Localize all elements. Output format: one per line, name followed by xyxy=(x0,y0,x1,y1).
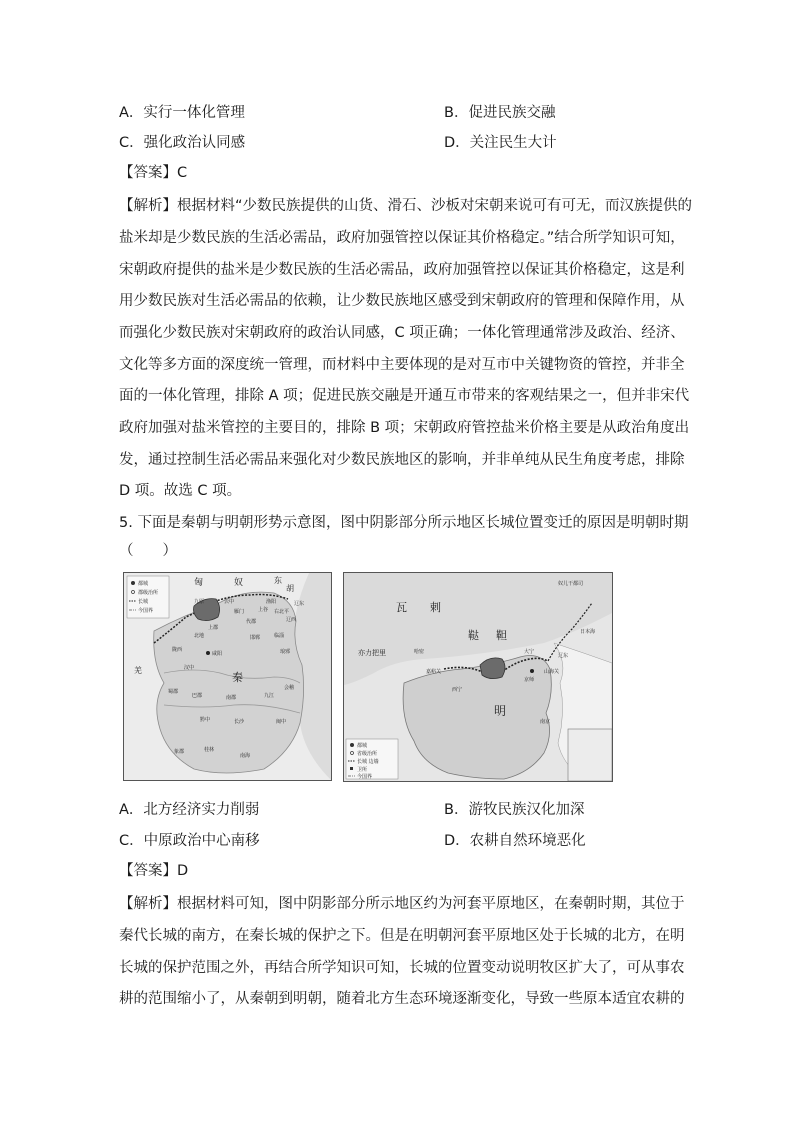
q4-analysis-line: 宋朝政府提供的盐米是少数民族的生活必需品，政府加强管控以保证其价格稳定，这是利 xyxy=(119,262,685,278)
label-yuyang: 渔阳 xyxy=(266,599,277,605)
label-yunzhong: 云中 xyxy=(224,599,235,605)
label-kuaiji: 会稽 xyxy=(284,685,295,691)
q4-analysis-line: 发，通过控制生活必需品来强化对少数民族地区的影响，并非单纯从民生角度考虑，排除 xyxy=(119,452,685,468)
q5-answer: 【答案】D xyxy=(119,863,189,879)
label-jiuyuan: 九原 xyxy=(194,599,205,605)
qin-legend-border: 今国界 xyxy=(138,608,154,614)
q4-analysis-line: 盐米却是少数民族的生活必需品，政府加强管控以保证其价格稳定。”结合所学知识可知， xyxy=(119,230,685,246)
label-nanjing: 南京 xyxy=(540,719,551,725)
label-handan: 邯郸 xyxy=(250,635,261,641)
label-yanmen: 雁门 xyxy=(234,609,245,615)
label-shujun: 蜀郡 xyxy=(168,689,179,695)
label-shanhaiguan: 山海关 xyxy=(544,669,560,675)
q4-option-a: A．实行一体化管理 xyxy=(119,105,245,121)
q4-option-d: D．关注民生大计 xyxy=(444,135,557,151)
label-liaodong: 辽东 xyxy=(294,601,305,607)
label-qin: 秦 xyxy=(232,671,243,684)
label-jiayuguan: 嘉峪关 xyxy=(426,669,442,675)
label-shanggu: 上谷 xyxy=(258,607,269,613)
ming-legend-border: 今国界 xyxy=(357,774,373,780)
q5-option-c: C．中原政治中心南移 xyxy=(119,833,260,849)
label-dong: 东 xyxy=(274,576,282,585)
label-jiujiang: 九江 xyxy=(264,693,275,699)
label-la: 剌 xyxy=(430,601,441,614)
ming-map xyxy=(343,572,613,782)
q4-answer: 【答案】C xyxy=(119,165,188,181)
ming-legend-province: 省级治所 xyxy=(357,751,378,757)
q5-stem: 5. 下面是秦朝与明朝形势示意图，图中阴影部分所示地区长城位置变迁的原因是明朝时期 xyxy=(119,515,689,531)
q5-analysis-line: 秦代长城的南方，在秦长城的保护之下。但是在明朝河套平原地区处于长城的北方，在明 xyxy=(119,928,685,944)
label-hami: 哈密 xyxy=(414,649,425,655)
label-youbeiping: 右北平 xyxy=(274,609,290,615)
q4-analysis-line: 政府加强对盐米管控的主要目的，排除 B 项；宋朝政府管控盐米价格主要是从政治角度出 xyxy=(119,420,690,436)
label-linzi: 临淄 xyxy=(274,633,285,639)
qin-map-svg xyxy=(124,573,331,780)
label-qianzhong: 黔中 xyxy=(200,717,211,723)
q5-option-d: D．农耕自然环境恶化 xyxy=(444,833,586,849)
capital-legend-icon xyxy=(350,743,354,747)
q4-analysis-line: 文化等多方面的深度统一管理，而材料中主要体现的是对互市中关键物资的管控，并非全 xyxy=(119,357,685,373)
qin-map xyxy=(123,572,332,781)
label-da: 鞑 xyxy=(468,629,479,642)
q5-option-b: B．游牧民族汉化加深 xyxy=(444,802,585,818)
ming-legend-wall: 长城 边墙 xyxy=(357,759,379,765)
label-bajun: 巴郡 xyxy=(192,693,203,699)
beijing-capital-marker xyxy=(530,669,534,673)
label-ming: 明 xyxy=(494,704,507,718)
label-yilibali: 亦力把里 xyxy=(358,649,386,657)
label-jingshi: 京师 xyxy=(524,677,535,683)
label-changsha: 长沙 xyxy=(234,719,245,725)
label-liaoxi: 辽西 xyxy=(286,617,297,623)
south-sea-inset xyxy=(568,729,612,781)
label-daning: 大宁 xyxy=(524,649,535,655)
q5-analysis-line: 【解析】根据材料可知，图中阴影部分所示地区约为河套平原地区，在秦朝时期，其位于 xyxy=(119,896,685,912)
qin-legend-wall: 长城 xyxy=(138,599,149,605)
q4-analysis-line: D 项。故选 C 项。 xyxy=(119,483,242,499)
label-hanzhong: 汉中 xyxy=(184,665,195,671)
q5-option-a: A．北方经济实力削弱 xyxy=(119,802,260,818)
q4-analysis-line: 用少数民族对生活必需品的依赖，让少数民族地区感受到宋朝政府的管理和保障作用，从 xyxy=(119,293,685,309)
label-xining: 西宁 xyxy=(452,687,463,693)
label-nuergan: 奴儿干都司 xyxy=(558,581,584,587)
label-daijun: 代郡 xyxy=(246,619,257,625)
ming-legend-capital: 都城 xyxy=(357,743,368,749)
label-hu: 胡 xyxy=(286,584,294,593)
q4-analysis-line: 【解析】根据材料“少数民族提供的山货、滑石、沙板对宋朝来说可有可无，而汉族提供的 xyxy=(119,198,693,214)
q5-analysis-line: 耕的范围缩小了，从秦朝到明朝，随着北方生态环境逐渐变化，导致一些原本适宜农耕的 xyxy=(119,991,685,1007)
label-shangjun: 上郡 xyxy=(208,625,219,631)
capital-legend-icon xyxy=(131,581,135,585)
qin-legend-prefecture: 郡级治所 xyxy=(138,590,159,596)
label-xianyang: 咸阳 xyxy=(212,651,223,657)
label-dan: 靼 xyxy=(496,629,507,642)
q4-analysis-line: 而强化少数民族对宋朝政府的政治认同感，C 项正确；一体化管理通常涉及政治、经济、 xyxy=(119,325,685,341)
label-xiangjun: 象郡 xyxy=(174,749,185,755)
q4-analysis-line: 面的一体化管理，排除 A 项；促进民族交融是开通互市带来的客观结果之一，但并非宋代 xyxy=(119,388,690,404)
label-nanhai: 南海 xyxy=(240,753,251,759)
label-guilin: 桂林 xyxy=(204,747,215,753)
q5-stem-bracket: （ ） xyxy=(119,543,177,559)
label-langya: 琅邪 xyxy=(280,649,291,655)
label-longxi: 陇西 xyxy=(172,647,183,653)
q4-option-b: B．促进民族交融 xyxy=(444,105,556,121)
ming-legend-garrison: 卫所 xyxy=(357,767,368,773)
ming-map-svg xyxy=(344,573,612,781)
label-wa: 瓦 xyxy=(396,601,407,614)
garrison-legend-icon xyxy=(350,767,353,770)
label-liaodong: 辽东 xyxy=(558,653,569,659)
label-xiong: 匈 xyxy=(194,578,204,588)
label-minzhong: 闽中 xyxy=(276,719,287,725)
qin-legend-capital: 都城 xyxy=(138,581,149,587)
label-nu: 奴 xyxy=(234,578,244,588)
xianyang-capital-marker xyxy=(206,651,210,655)
q4-option-c: C．强化政治认同感 xyxy=(119,135,246,151)
label-sea-of-japan: 日本海 xyxy=(580,629,596,635)
label-nanjun: 南郡 xyxy=(226,695,237,701)
q5-analysis-line: 长城的保护范围之外，再结合所学知识可知，长城的位置变动说明牧区扩大了，可从事农 xyxy=(119,960,685,976)
label-beidi: 北地 xyxy=(194,633,205,639)
label-qiang: 羌 xyxy=(134,666,142,675)
